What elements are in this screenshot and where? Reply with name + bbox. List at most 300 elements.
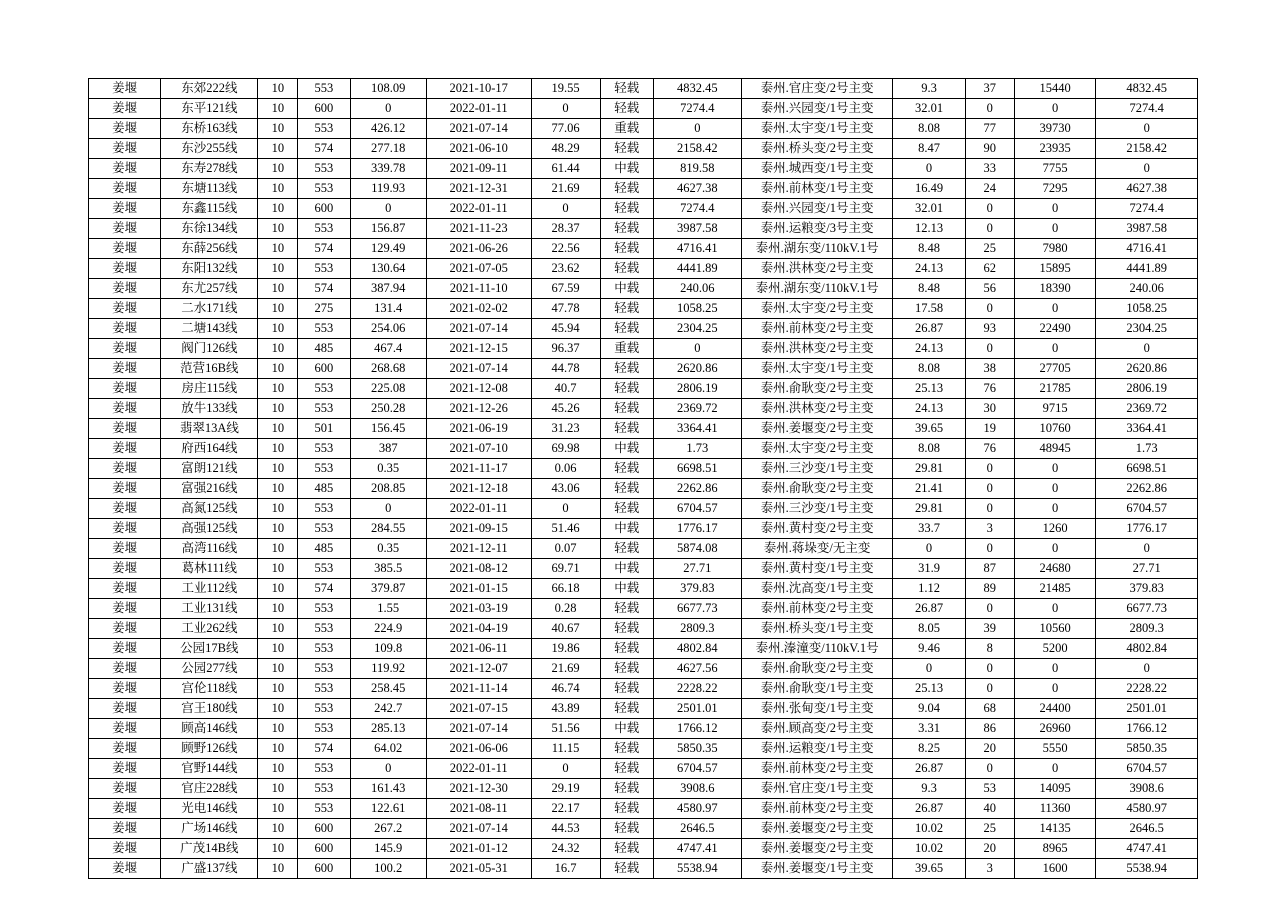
cell-date: 2021-12-18 xyxy=(426,479,531,499)
cell-date: 2021-07-14 xyxy=(426,819,531,839)
cell-value2: 40.67 xyxy=(531,619,600,639)
table-row xyxy=(89,639,1198,659)
cell-region: 姜堰 xyxy=(89,379,161,399)
cell-value3: 1058.25 xyxy=(653,299,741,319)
cell-value4: 31.9 xyxy=(893,559,965,579)
cell-value6: 0 xyxy=(1014,219,1096,239)
cell-date: 2021-04-19 xyxy=(426,619,531,639)
table-row xyxy=(89,599,1198,619)
cell-date: 2021-12-31 xyxy=(426,179,531,199)
cell-value5: 0 xyxy=(965,339,1014,359)
cell-value6: 14135 xyxy=(1014,819,1096,839)
cell-value4: 39.65 xyxy=(893,859,965,879)
cell-date: 2021-11-14 xyxy=(426,679,531,699)
cell-value7: 4747.41 xyxy=(1096,839,1198,859)
cell-voltage: 10 xyxy=(258,559,298,579)
cell-load_type: 轻载 xyxy=(600,419,653,439)
cell-load_type: 轻载 xyxy=(600,399,653,419)
cell-station: 泰州.姜堰变/1号主变 xyxy=(741,859,893,879)
cell-value4: 24.13 xyxy=(893,259,965,279)
cell-capacity: 553 xyxy=(298,779,350,799)
cell-station: 泰州.兴园变/1号主变 xyxy=(741,99,893,119)
cell-date: 2021-05-31 xyxy=(426,859,531,879)
cell-value7: 3908.6 xyxy=(1096,779,1198,799)
table-row xyxy=(89,619,1198,639)
cell-value5: 53 xyxy=(965,779,1014,799)
cell-value7: 0 xyxy=(1096,339,1198,359)
cell-date: 2021-01-12 xyxy=(426,839,531,859)
cell-value1: 277.18 xyxy=(350,139,426,159)
table-body xyxy=(89,79,1198,879)
cell-station: 泰州.太宇变/1号主变 xyxy=(741,119,893,139)
cell-capacity: 553 xyxy=(298,159,350,179)
cell-station: 泰州.城西变/1号主变 xyxy=(741,159,893,179)
cell-voltage: 10 xyxy=(258,839,298,859)
cell-date: 2021-07-10 xyxy=(426,439,531,459)
cell-line_name: 府西164线 xyxy=(161,439,258,459)
cell-value1: 0 xyxy=(350,499,426,519)
cell-region: 姜堰 xyxy=(89,659,161,679)
cell-load_type: 轻载 xyxy=(600,599,653,619)
cell-voltage: 10 xyxy=(258,619,298,639)
cell-value4: 26.87 xyxy=(893,599,965,619)
cell-capacity: 553 xyxy=(298,599,350,619)
cell-value2: 22.17 xyxy=(531,799,600,819)
table-row xyxy=(89,119,1198,139)
table-row xyxy=(89,699,1198,719)
cell-region: 姜堰 xyxy=(89,579,161,599)
cell-voltage: 10 xyxy=(258,419,298,439)
cell-region: 姜堰 xyxy=(89,599,161,619)
cell-line_name: 官野144线 xyxy=(161,759,258,779)
cell-capacity: 553 xyxy=(298,559,350,579)
cell-value1: 156.45 xyxy=(350,419,426,439)
cell-station: 泰州.黄村变/1号主变 xyxy=(741,559,893,579)
cell-capacity: 553 xyxy=(298,499,350,519)
cell-line_name: 公园17B线 xyxy=(161,639,258,659)
cell-station: 泰州.俞耿变/1号主变 xyxy=(741,679,893,699)
cell-value2: 29.19 xyxy=(531,779,600,799)
cell-capacity: 485 xyxy=(298,339,350,359)
cell-value5: 25 xyxy=(965,239,1014,259)
cell-value1: 0 xyxy=(350,199,426,219)
cell-line_name: 公园277线 xyxy=(161,659,258,679)
cell-value5: 0 xyxy=(965,199,1014,219)
cell-line_name: 东尤257线 xyxy=(161,279,258,299)
cell-line_name: 葛林111线 xyxy=(161,559,258,579)
table-row xyxy=(89,759,1198,779)
table-row xyxy=(89,839,1198,859)
cell-value2: 0 xyxy=(531,499,600,519)
cell-voltage: 10 xyxy=(258,499,298,519)
cell-voltage: 10 xyxy=(258,679,298,699)
cell-date: 2021-07-14 xyxy=(426,359,531,379)
cell-value2: 44.53 xyxy=(531,819,600,839)
cell-value7: 2620.86 xyxy=(1096,359,1198,379)
cell-value1: 130.64 xyxy=(350,259,426,279)
cell-value5: 89 xyxy=(965,579,1014,599)
cell-capacity: 600 xyxy=(298,199,350,219)
cell-date: 2021-11-17 xyxy=(426,459,531,479)
cell-value3: 0 xyxy=(653,119,741,139)
cell-value6: 0 xyxy=(1014,659,1096,679)
cell-value6: 0 xyxy=(1014,759,1096,779)
table-row xyxy=(89,539,1198,559)
cell-station: 泰州.兴园变/1号主变 xyxy=(741,199,893,219)
cell-voltage: 10 xyxy=(258,399,298,419)
cell-value4: 8.05 xyxy=(893,619,965,639)
cell-station: 泰州.洪林变/2号主变 xyxy=(741,259,893,279)
cell-voltage: 10 xyxy=(258,819,298,839)
cell-value3: 1766.12 xyxy=(653,719,741,739)
cell-value1: 109.8 xyxy=(350,639,426,659)
cell-capacity: 553 xyxy=(298,719,350,739)
cell-region: 姜堰 xyxy=(89,259,161,279)
cell-value5: 37 xyxy=(965,79,1014,99)
cell-voltage: 10 xyxy=(258,299,298,319)
cell-value2: 0.06 xyxy=(531,459,600,479)
cell-value7: 240.06 xyxy=(1096,279,1198,299)
cell-value4: 26.87 xyxy=(893,759,965,779)
cell-value1: 250.28 xyxy=(350,399,426,419)
cell-value7: 0 xyxy=(1096,119,1198,139)
cell-line_name: 宫王180线 xyxy=(161,699,258,719)
cell-capacity: 553 xyxy=(298,219,350,239)
cell-line_name: 东鑫115线 xyxy=(161,199,258,219)
cell-value4: 8.08 xyxy=(893,119,965,139)
cell-region: 姜堰 xyxy=(89,719,161,739)
cell-region: 姜堰 xyxy=(89,539,161,559)
cell-region: 姜堰 xyxy=(89,679,161,699)
cell-value5: 39 xyxy=(965,619,1014,639)
cell-value1: 122.61 xyxy=(350,799,426,819)
cell-value3: 2304.25 xyxy=(653,319,741,339)
cell-value7: 5850.35 xyxy=(1096,739,1198,759)
cell-value7: 2369.72 xyxy=(1096,399,1198,419)
cell-date: 2021-07-15 xyxy=(426,699,531,719)
cell-capacity: 553 xyxy=(298,659,350,679)
cell-station: 泰州.前林变/2号主变 xyxy=(741,799,893,819)
cell-date: 2021-07-14 xyxy=(426,319,531,339)
cell-value2: 24.32 xyxy=(531,839,600,859)
cell-value6: 48945 xyxy=(1014,439,1096,459)
cell-station: 泰州.俞耿变/2号主变 xyxy=(741,379,893,399)
cell-value5: 56 xyxy=(965,279,1014,299)
cell-value6: 0 xyxy=(1014,599,1096,619)
cell-value1: 145.9 xyxy=(350,839,426,859)
cell-voltage: 10 xyxy=(258,339,298,359)
cell-line_name: 广场146线 xyxy=(161,819,258,839)
cell-value7: 0 xyxy=(1096,159,1198,179)
cell-value4: 24.13 xyxy=(893,339,965,359)
cell-value2: 51.46 xyxy=(531,519,600,539)
cell-value2: 51.56 xyxy=(531,719,600,739)
cell-load_type: 中载 xyxy=(600,439,653,459)
cell-capacity: 600 xyxy=(298,839,350,859)
cell-voltage: 10 xyxy=(258,379,298,399)
cell-value6: 5200 xyxy=(1014,639,1096,659)
cell-voltage: 10 xyxy=(258,799,298,819)
cell-capacity: 553 xyxy=(298,379,350,399)
cell-line_name: 官庄228线 xyxy=(161,779,258,799)
table-row xyxy=(89,379,1198,399)
cell-value1: 129.49 xyxy=(350,239,426,259)
cell-load_type: 中载 xyxy=(600,159,653,179)
table-row xyxy=(89,739,1198,759)
table-row xyxy=(89,559,1198,579)
cell-value4: 9.3 xyxy=(893,779,965,799)
cell-date: 2021-12-07 xyxy=(426,659,531,679)
cell-region: 姜堰 xyxy=(89,419,161,439)
cell-value1: 254.06 xyxy=(350,319,426,339)
cell-value2: 46.74 xyxy=(531,679,600,699)
cell-value5: 62 xyxy=(965,259,1014,279)
cell-value7: 2228.22 xyxy=(1096,679,1198,699)
cell-value1: 284.55 xyxy=(350,519,426,539)
cell-value3: 2646.5 xyxy=(653,819,741,839)
cell-value7: 2304.25 xyxy=(1096,319,1198,339)
cell-region: 姜堰 xyxy=(89,559,161,579)
cell-value2: 0 xyxy=(531,759,600,779)
cell-value4: 10.02 xyxy=(893,819,965,839)
cell-region: 姜堰 xyxy=(89,639,161,659)
cell-value4: 33.7 xyxy=(893,519,965,539)
cell-value5: 77 xyxy=(965,119,1014,139)
cell-date: 2022-01-11 xyxy=(426,199,531,219)
cell-value7: 2501.01 xyxy=(1096,699,1198,719)
cell-value5: 0 xyxy=(965,299,1014,319)
cell-region: 姜堰 xyxy=(89,99,161,119)
cell-line_name: 高湾116线 xyxy=(161,539,258,559)
cell-line_name: 阀门126线 xyxy=(161,339,258,359)
cell-region: 姜堰 xyxy=(89,199,161,219)
cell-value2: 0.07 xyxy=(531,539,600,559)
cell-value4: 32.01 xyxy=(893,199,965,219)
cell-load_type: 轻载 xyxy=(600,659,653,679)
cell-value3: 7274.4 xyxy=(653,99,741,119)
cell-value4: 16.49 xyxy=(893,179,965,199)
cell-load_type: 轻载 xyxy=(600,619,653,639)
table-row xyxy=(89,819,1198,839)
cell-value2: 40.7 xyxy=(531,379,600,399)
cell-load_type: 轻载 xyxy=(600,819,653,839)
cell-region: 姜堰 xyxy=(89,359,161,379)
cell-value6: 8965 xyxy=(1014,839,1096,859)
cell-region: 姜堰 xyxy=(89,219,161,239)
cell-value5: 93 xyxy=(965,319,1014,339)
cell-capacity: 501 xyxy=(298,419,350,439)
cell-capacity: 574 xyxy=(298,239,350,259)
cell-value6: 22490 xyxy=(1014,319,1096,339)
cell-value1: 242.7 xyxy=(350,699,426,719)
cell-station: 泰州.溱潼变/110kV.1号 xyxy=(741,639,893,659)
cell-value4: 1.12 xyxy=(893,579,965,599)
cell-value7: 4627.38 xyxy=(1096,179,1198,199)
cell-value2: 11.15 xyxy=(531,739,600,759)
cell-load_type: 中载 xyxy=(600,279,653,299)
cell-value7: 6698.51 xyxy=(1096,459,1198,479)
cell-line_name: 二水171线 xyxy=(161,299,258,319)
cell-value6: 27705 xyxy=(1014,359,1096,379)
cell-value7: 4716.41 xyxy=(1096,239,1198,259)
cell-region: 姜堰 xyxy=(89,819,161,839)
cell-date: 2022-01-11 xyxy=(426,759,531,779)
cell-value6: 7980 xyxy=(1014,239,1096,259)
cell-capacity: 574 xyxy=(298,739,350,759)
cell-value2: 43.06 xyxy=(531,479,600,499)
cell-load_type: 轻载 xyxy=(600,239,653,259)
cell-date: 2021-08-11 xyxy=(426,799,531,819)
cell-station: 泰州.运粮变/1号主变 xyxy=(741,739,893,759)
cell-value3: 2620.86 xyxy=(653,359,741,379)
cell-region: 姜堰 xyxy=(89,799,161,819)
cell-load_type: 轻载 xyxy=(600,479,653,499)
table-row xyxy=(89,339,1198,359)
cell-voltage: 10 xyxy=(258,259,298,279)
cell-value4: 0 xyxy=(893,539,965,559)
cell-value1: 258.45 xyxy=(350,679,426,699)
cell-value4: 8.48 xyxy=(893,239,965,259)
cell-capacity: 275 xyxy=(298,299,350,319)
cell-value1: 285.13 xyxy=(350,719,426,739)
cell-value3: 4441.89 xyxy=(653,259,741,279)
cell-line_name: 光电146线 xyxy=(161,799,258,819)
cell-station: 泰州.太宇变/1号主变 xyxy=(741,359,893,379)
table-row xyxy=(89,859,1198,879)
cell-region: 姜堰 xyxy=(89,439,161,459)
cell-station: 泰州.洪林变/2号主变 xyxy=(741,399,893,419)
cell-value3: 4716.41 xyxy=(653,239,741,259)
cell-value3: 3364.41 xyxy=(653,419,741,439)
cell-value6: 23935 xyxy=(1014,139,1096,159)
cell-value3: 4832.45 xyxy=(653,79,741,99)
cell-voltage: 10 xyxy=(258,519,298,539)
cell-line_name: 宫伦118线 xyxy=(161,679,258,699)
cell-line_name: 高强125线 xyxy=(161,519,258,539)
cell-line_name: 东郊222线 xyxy=(161,79,258,99)
cell-value5: 0 xyxy=(965,599,1014,619)
cell-value2: 48.29 xyxy=(531,139,600,159)
cell-load_type: 轻载 xyxy=(600,699,653,719)
cell-voltage: 10 xyxy=(258,319,298,339)
table-row xyxy=(89,299,1198,319)
cell-value6: 0 xyxy=(1014,99,1096,119)
table-row xyxy=(89,219,1198,239)
cell-value1: 467.4 xyxy=(350,339,426,359)
cell-value2: 31.23 xyxy=(531,419,600,439)
cell-value6: 9715 xyxy=(1014,399,1096,419)
cell-value6: 1600 xyxy=(1014,859,1096,879)
cell-value2: 45.26 xyxy=(531,399,600,419)
cell-value6: 7755 xyxy=(1014,159,1096,179)
cell-value1: 426.12 xyxy=(350,119,426,139)
cell-value3: 2262.86 xyxy=(653,479,741,499)
cell-load_type: 中载 xyxy=(600,519,653,539)
cell-voltage: 10 xyxy=(258,659,298,679)
cell-value3: 4627.38 xyxy=(653,179,741,199)
cell-value5: 0 xyxy=(965,219,1014,239)
cell-value7: 6704.57 xyxy=(1096,759,1198,779)
cell-capacity: 553 xyxy=(298,519,350,539)
cell-region: 姜堰 xyxy=(89,839,161,859)
cell-value6: 15895 xyxy=(1014,259,1096,279)
cell-date: 2021-12-26 xyxy=(426,399,531,419)
cell-value1: 0.35 xyxy=(350,459,426,479)
cell-value2: 47.78 xyxy=(531,299,600,319)
cell-value4: 8.08 xyxy=(893,439,965,459)
cell-value6: 10560 xyxy=(1014,619,1096,639)
table-row xyxy=(89,679,1198,699)
cell-value5: 0 xyxy=(965,459,1014,479)
cell-region: 姜堰 xyxy=(89,139,161,159)
cell-station: 泰州.姜堰变/2号主变 xyxy=(741,839,893,859)
cell-load_type: 轻载 xyxy=(600,539,653,559)
cell-station: 泰州.俞耿变/2号主变 xyxy=(741,479,893,499)
cell-value7: 4802.84 xyxy=(1096,639,1198,659)
cell-station: 泰州.湖东变/110kV.1号 xyxy=(741,239,893,259)
cell-capacity: 553 xyxy=(298,759,350,779)
cell-voltage: 10 xyxy=(258,539,298,559)
cell-station: 泰州.桥头变/1号主变 xyxy=(741,619,893,639)
table-row xyxy=(89,359,1198,379)
cell-value6: 24680 xyxy=(1014,559,1096,579)
cell-voltage: 10 xyxy=(258,759,298,779)
cell-value5: 25 xyxy=(965,819,1014,839)
table-row xyxy=(89,499,1198,519)
cell-value3: 5850.35 xyxy=(653,739,741,759)
table-row xyxy=(89,179,1198,199)
table-row xyxy=(89,659,1198,679)
cell-date: 2021-07-14 xyxy=(426,119,531,139)
cell-load_type: 轻载 xyxy=(600,779,653,799)
cell-line_name: 东阳132线 xyxy=(161,259,258,279)
cell-date: 2021-12-11 xyxy=(426,539,531,559)
cell-load_type: 重载 xyxy=(600,339,653,359)
cell-station: 泰州.黄村变/2号主变 xyxy=(741,519,893,539)
table-row xyxy=(89,259,1198,279)
cell-capacity: 600 xyxy=(298,359,350,379)
cell-capacity: 553 xyxy=(298,319,350,339)
cell-value1: 1.55 xyxy=(350,599,426,619)
cell-value3: 4747.41 xyxy=(653,839,741,859)
table-row xyxy=(89,159,1198,179)
cell-value7: 2158.42 xyxy=(1096,139,1198,159)
cell-capacity: 553 xyxy=(298,439,350,459)
cell-value7: 5538.94 xyxy=(1096,859,1198,879)
cell-voltage: 10 xyxy=(258,199,298,219)
cell-value5: 68 xyxy=(965,699,1014,719)
cell-line_name: 房庄115线 xyxy=(161,379,258,399)
cell-capacity: 574 xyxy=(298,139,350,159)
cell-value5: 90 xyxy=(965,139,1014,159)
cell-load_type: 重载 xyxy=(600,119,653,139)
cell-region: 姜堰 xyxy=(89,759,161,779)
cell-line_name: 东平121线 xyxy=(161,99,258,119)
cell-value4: 0 xyxy=(893,159,965,179)
cell-voltage: 10 xyxy=(258,859,298,879)
cell-voltage: 10 xyxy=(258,179,298,199)
cell-value5: 40 xyxy=(965,799,1014,819)
cell-value6: 0 xyxy=(1014,339,1096,359)
cell-value3: 4627.56 xyxy=(653,659,741,679)
cell-value4: 8.48 xyxy=(893,279,965,299)
cell-voltage: 10 xyxy=(258,359,298,379)
cell-value7: 4580.97 xyxy=(1096,799,1198,819)
cell-value1: 64.02 xyxy=(350,739,426,759)
cell-line_name: 放牛133线 xyxy=(161,399,258,419)
cell-capacity: 485 xyxy=(298,479,350,499)
cell-capacity: 553 xyxy=(298,639,350,659)
